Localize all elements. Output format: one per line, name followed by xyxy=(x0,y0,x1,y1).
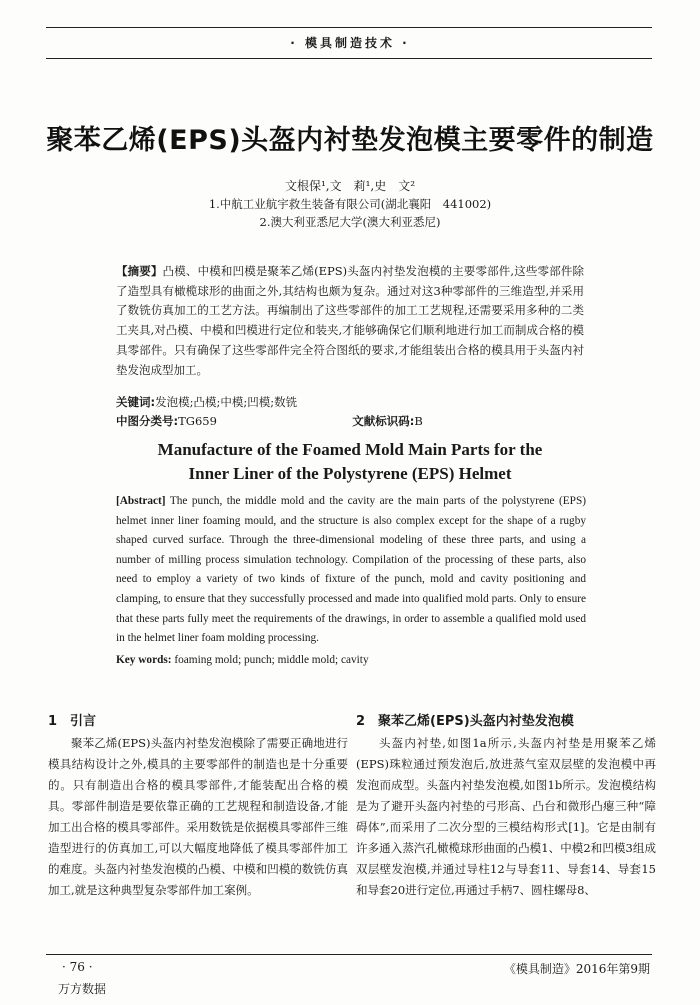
keywords-en-text: foaming mold; punch; middle mold; cavity xyxy=(174,654,369,666)
english-title-line-2: Inner Liner of the Polystyrene (EPS) Helmet xyxy=(188,464,512,483)
clc-label: 中图分类号: xyxy=(116,414,179,428)
affiliation-1: 1.中航工业航宇救生装备有限公司(湖北襄阳 441002) xyxy=(208,197,492,211)
page-number: · 76 · xyxy=(62,960,93,974)
english-title-line-1: Manufacture of the Foamed Mold Main Parts for the xyxy=(157,440,543,459)
journal-info: 《模具制造》2016年第9期 xyxy=(503,962,650,976)
source-watermark: 万方数据 xyxy=(58,982,107,996)
section-1-heading: 1 引言 xyxy=(48,714,97,729)
header-rule-bottom xyxy=(46,58,652,59)
column-right xyxy=(356,713,656,901)
keywords-zh-text: 发泡模;凸模;中模;凹模;数铣 xyxy=(155,395,298,409)
abstract-zh xyxy=(116,262,584,380)
doc-code-value: B xyxy=(414,414,423,428)
abstract-en xyxy=(116,492,586,649)
abstract-en-label: [Abstract] xyxy=(116,495,166,507)
section-2-text: 头盔内衬垫,如图1a所示,头盔内衬垫是用聚苯乙烯(EPS)珠粒通过预发泡后,放进蒸气室双层壁的发泡模中再发泡而成型。头盔内衬垫发泡模,如图1b所示。发泡模结构是为了避开头盔内衬垫的弓形高、凸台和微形凸瘪三种“障碍体”,而采用了二次分型的三模结构形式[1]。它是由制有许多通入蒸汽孔橄榄球形曲面的凸模1、中模2和凹模3组成双层壁发泡模,并通过导柱12与导套11、导套14、导套15和导套20进行定位,再通过手柄7、圆柱螺母8、 xyxy=(356,736,656,897)
abstract-zh-label: 【摘要】 xyxy=(116,264,163,278)
section-1-text: 聚苯乙烯(EPS)头盔内衬垫发泡模除了需要正确地进行模具结构设计之外,模具的主要零部件的制造也是十分重要的。只有制造出合格的模具零部件,才能装配出合格的模具。零部件制造是要依靠正确的工艺规程和制造设备,才能加工出合格的模具零部件。采用数铣是依据模具零部件三维造型进行的仿真加工,可以大幅度地降低了模具零部件加工的难度。头盔内衬垫发泡模的凸模、中模和凹模的数铣仿真加工,就是这种典型复杂零部件加工案例。 xyxy=(48,736,348,897)
page-title: 聚苯乙烯(EPS)头盔内衬垫发泡模主要零件的制造 xyxy=(46,125,654,156)
section-2-heading: 2 聚苯乙烯(EPS)头盔内衬垫发泡模 xyxy=(356,714,574,729)
header-rule-top xyxy=(46,27,652,28)
classification-line xyxy=(116,412,584,431)
keywords-en xyxy=(116,651,586,671)
column-left xyxy=(48,713,348,901)
affiliation-2: 2.澳大利亚悉尼大学(澳大利亚悉尼) xyxy=(259,215,441,229)
keywords-en-label: Key words: xyxy=(116,654,172,666)
english-title xyxy=(0,438,700,486)
abstract-zh-text: 凸模、中模和凹模是聚苯乙烯(EPS)头盔内衬垫发泡模的主要零部件,这些零部件除了造型具有橄榄球形的曲面之外,其结构也颇为复杂。通过对这3种零部件的三维造型,并采用了数铣仿真加工的工艺方法。再编制出了这些零部件的加工工艺规程,还需要采用多种的二类工夹具,对凸模、中模和凹模进行定位和装夹,才能够确保它们顺利地进行加工而制成合格的模具零部件。只有确保了这些零部件完全符合图纸的要求,才能组装出合格的模具用于头盔内衬垫发泡成型加工。 xyxy=(116,264,585,377)
footer-rule xyxy=(46,954,652,955)
doc-code-label: 文献标识码: xyxy=(352,414,415,428)
keywords-zh-label: 关键词: xyxy=(116,395,156,409)
authors: 文根保¹,文 莉¹,史 文² xyxy=(284,179,416,193)
running-header: · 模具制造技术 · xyxy=(290,36,410,50)
keywords-zh xyxy=(116,393,584,412)
clc-value: TG659 xyxy=(178,414,217,428)
abstract-en-text: The punch, the middle mold and the cavity are the main parts of the polystyrene (EPS) helmet inner liner foaming mould, and the structure is also complex except for the shape of a rugby shaped curved surface. Through the three-dimensional modeling of these three parts, and using a number of milling process simulation technology. Compilation of the processing of these parts, also need to employ a variety of two kinds of fixture of the punch, mold and cavity positioning and clamping, to ensure that they successfully processed and made into qualified mold parts. Only to ensure that these parts fully meet the requirements of the drawings, in order to assemble a qualified mold used in the helmet liner foam molding processing. xyxy=(116,495,586,645)
